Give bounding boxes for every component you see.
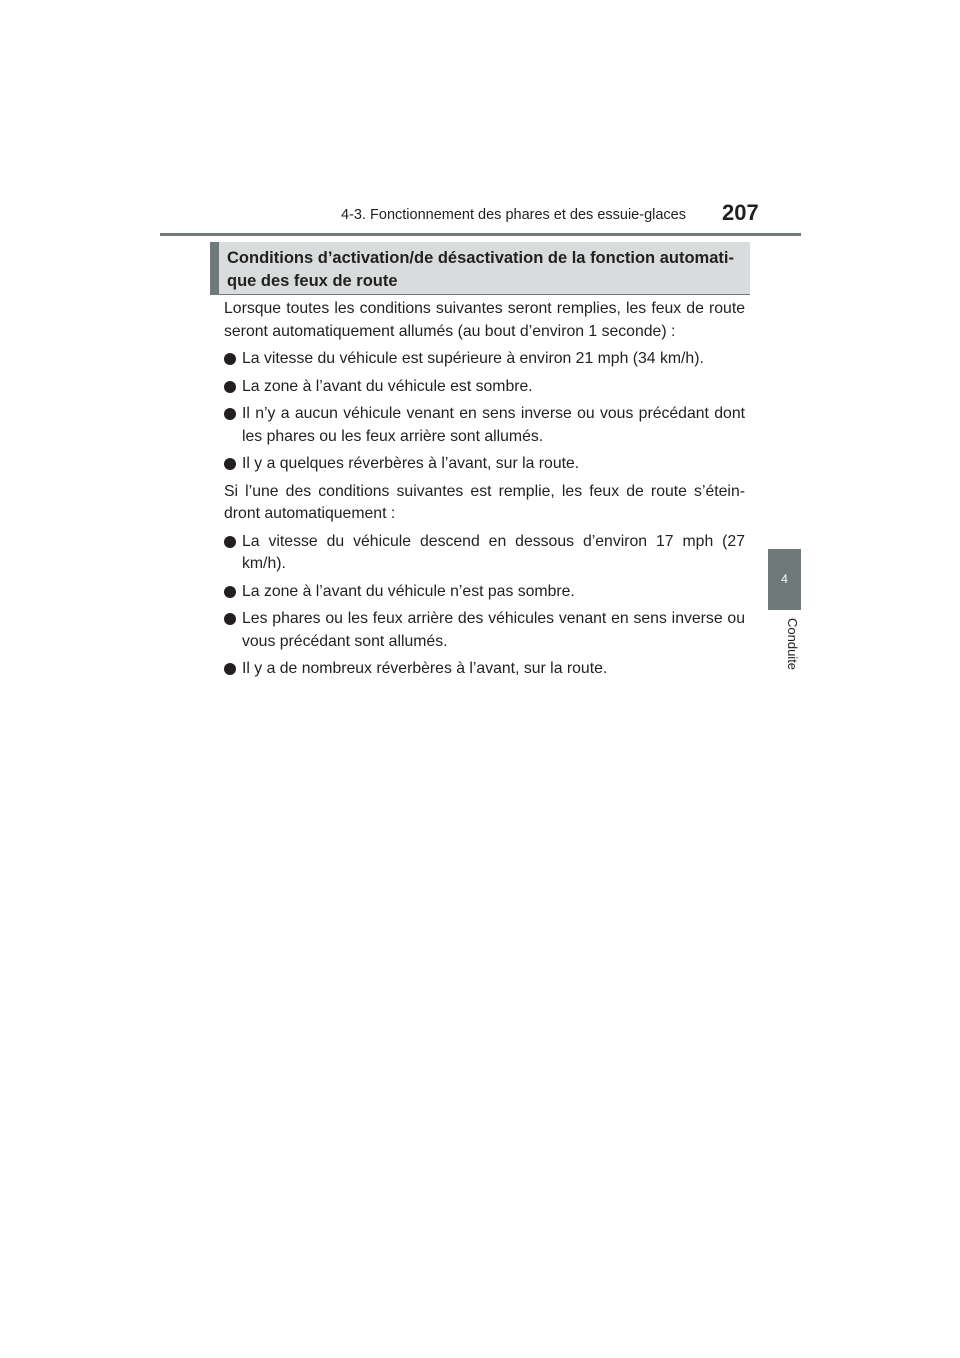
- list-item-text: Il y a quelques réverbères à l’avant, sur la route.: [242, 455, 580, 472]
- list-item: [224, 608, 745, 653]
- list-item: [224, 376, 745, 399]
- list-item: [224, 658, 745, 681]
- list-item: [224, 581, 745, 604]
- activation-conditions-list: [224, 348, 745, 476]
- list-item-text: La zone à l’avant du véhicule n’est pas sombre.: [242, 582, 575, 600]
- bullet-icon: [224, 613, 236, 625]
- bullet-icon: [224, 381, 236, 393]
- list-item-text: La vitesse du véhicule est supérieure à environ 21 mph (34 km/h).: [242, 350, 704, 367]
- bullet-icon: [224, 536, 236, 548]
- chapter-tab[interactable]: 4: [768, 549, 801, 610]
- page-number: 207: [722, 200, 759, 225]
- list-item-text: Il y a de nombreux réverbères à l’avant, sur la route.: [242, 660, 608, 677]
- bullet-icon: [224, 663, 236, 675]
- deactivation-conditions-list: [224, 531, 745, 681]
- header-divider: [160, 233, 801, 236]
- list-item: [224, 531, 745, 576]
- list-item: [224, 453, 745, 476]
- bullet-icon: [224, 458, 236, 470]
- bullet-icon: [224, 586, 236, 598]
- bullet-icon: [224, 353, 236, 365]
- section-content: [224, 298, 745, 686]
- section-title: Conditions d’activation/de désactivation de la fonction automati-que des feux de route: [227, 249, 734, 290]
- list-item-text: Il n’y a aucun véhicule venant en sens inverse ou vous précédant dont les phares ou les feux arrière sont allumés.: [242, 405, 745, 445]
- chapter-label: Conduite: [785, 618, 800, 671]
- bullet-icon: [224, 408, 236, 420]
- list-item: [224, 348, 745, 371]
- section-heading-box: [210, 242, 750, 295]
- list-item-text: Les phares ou les feux arrière des véhicules venant en sens inverse ou vous précédant sont allumés.: [242, 610, 745, 650]
- intro-deactivation: Si l’une des conditions suivantes est remplie, les feux de route s’étein-dront automatiquement :: [224, 482, 745, 522]
- list-item: [224, 403, 745, 448]
- list-item-text: La vitesse du véhicule descend en dessous d’environ 17 mph (27 km/h).: [242, 532, 745, 572]
- list-item-text: La zone à l’avant du véhicule est sombre.: [242, 377, 533, 395]
- header-section-title: 4-3. Fonctionnement des phares et des essuie-glaces: [341, 207, 686, 223]
- intro-activation: Lorsque toutes les conditions suivantes seront remplies, les feux de route seront automatiquement allumés (au bout d’environ 1 seconde) :: [224, 300, 745, 340]
